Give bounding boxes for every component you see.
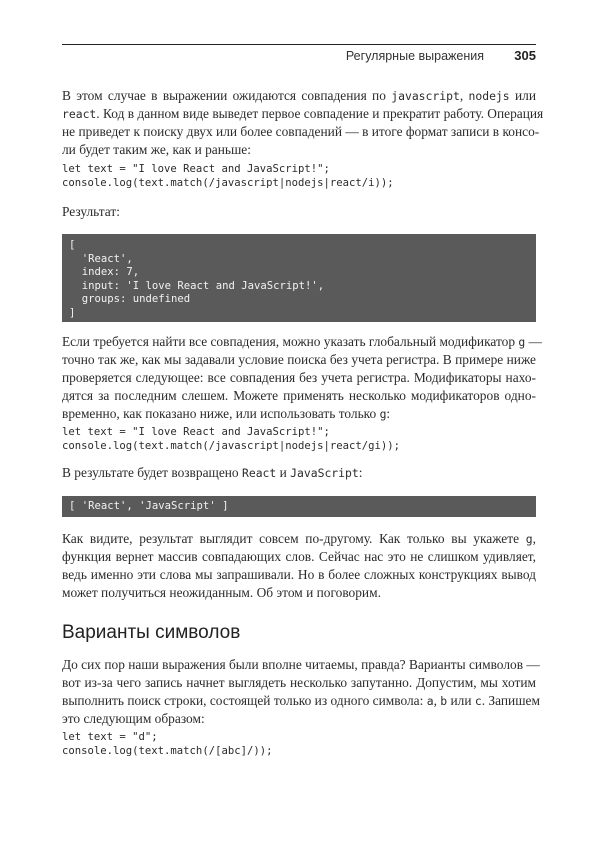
code-block-match-i: let text = "I love React and JavaScript!"; console.log(text.match(/javascript|nodejs|react/i)); (62, 163, 394, 189)
section-heading: Варианты символов (62, 622, 241, 643)
paragraph-character-variants: До сих пор наши выражения были вполне читаемы, правда? Варианты символов — вот из-за чего запись начнет выглядеть несколько запутанно. Допустим, мы хотим выполнить поиск строки, состоящей только из одного символа: a, b или c. Запишем это следующим образом: (62, 657, 540, 727)
code-block-match-gi: let text = "I love React and JavaScript!"; console.log(text.match(/javascript|nodejs|react/gi)); (62, 426, 401, 452)
running-header (62, 44, 536, 66)
page-number: 305 (514, 48, 536, 63)
paragraph-result-returned: В результате будет возвращено React и JavaScript: (62, 465, 363, 480)
output-block-array: [ 'React', 'JavaScript' ] (62, 496, 536, 517)
paragraph-global-modifier: Если требуется найти все совпадения, можно указать глобальный модификатор g — точно так же, как мы задавали условие поиска без учета регистра. В примере ниже проверяется следующее: все совпадения без учета регистра. Модификаторы нахо- дятся за последним слешем. Можете применять несколько модификаторов одно- временно, как показано ниже, или использовать только g: (62, 334, 542, 422)
code-block-character-class: let text = "d"; console.log(text.match(/[abc]/)); (62, 731, 273, 757)
paragraph-intro: В этом случае в выражении ожидаются совпадения по javascript, nodejs или react. Код в данном виде выведет первое совпадение и прекратит работу. Операция не приведет к поиску двух или более совпадений — в итоге формат записи в консо- ли будет таким же, как и раньше: (62, 88, 544, 158)
output-block-match-object: [ 'React', index: 7, input: 'I love React and JavaScript!', groups: undefined ] (62, 234, 536, 322)
paragraph-explanation: Как видите, результат выглядит совсем по-другому. Как только вы укажете g, функция вернет массив совпадающих слов. Сейчас нас это не слишком удивляет, ведь именно эти слова мы запрашивали. Но в более сложных конструкциях вывод может получиться неожиданным. Об этом и поговорим. (62, 531, 536, 601)
result-label: Результат: (62, 204, 120, 219)
header-section-title: Регулярные выражения (345, 49, 484, 63)
